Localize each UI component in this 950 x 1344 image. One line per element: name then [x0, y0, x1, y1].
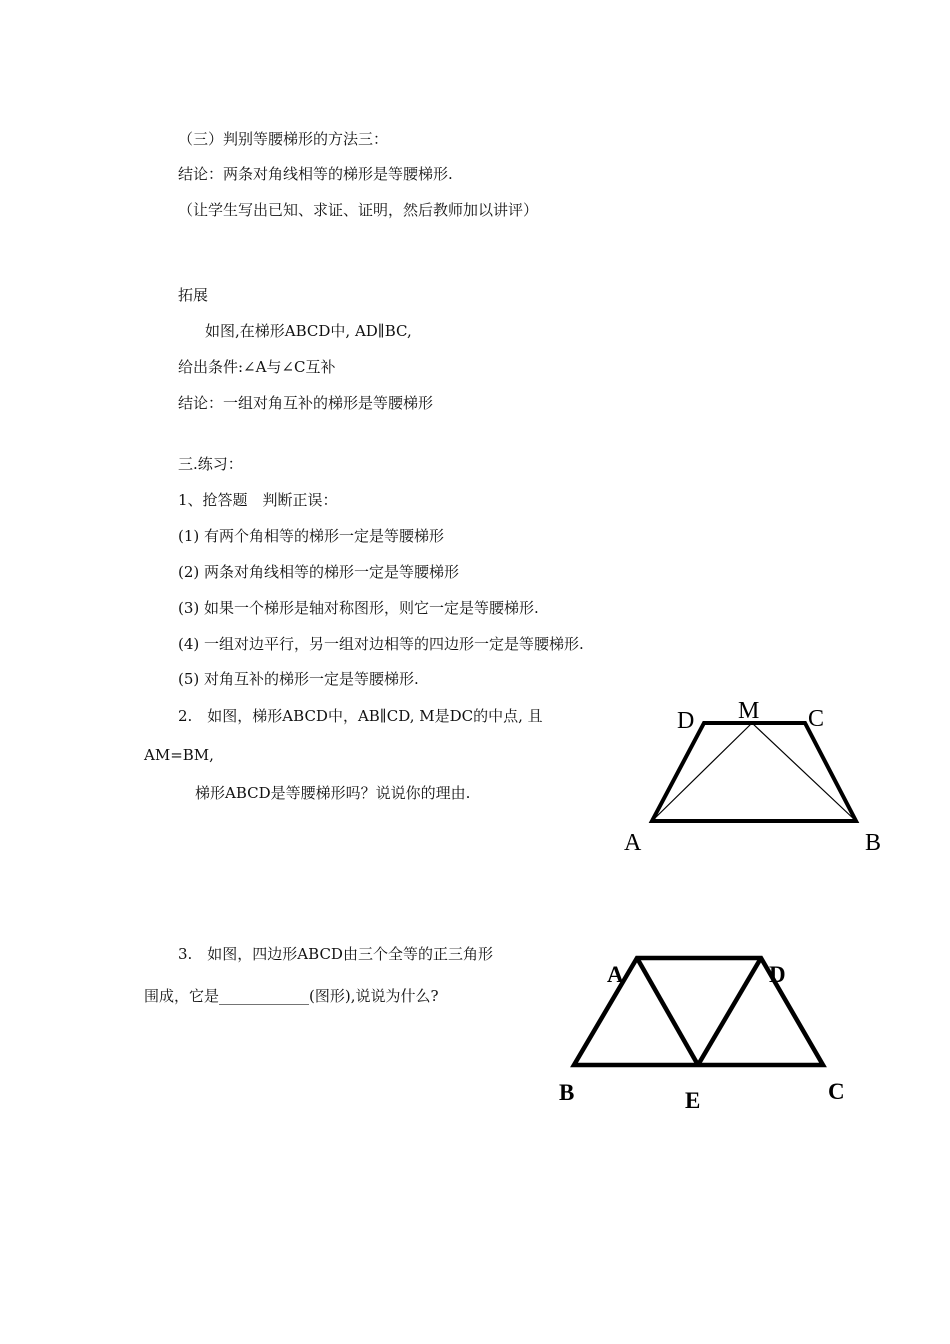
triangle-trapezoid-figure [550, 940, 880, 1120]
extension-conclusion: 结论：一组对角互补的梯形是等腰梯形 [178, 394, 434, 412]
label-b: B [559, 1080, 575, 1105]
label-c: C [808, 706, 825, 732]
extension-line-1: 如图,在梯形ABCD中, AD∥BC, [205, 322, 412, 340]
label-e: E [685, 1088, 701, 1113]
question-1-item: (2) 两条对角线相等的梯形一定是等腰梯形 [178, 563, 460, 581]
question-2-line-1: 2. 如图，梯形ABCD中，AB∥CD, M是DC的中点, 且 [178, 707, 543, 725]
question-2-line-3: 梯形ABCD是等腰梯形吗？说说你的理由. [195, 784, 471, 802]
label-c: C [828, 1079, 845, 1104]
question-1-item: (5) 对角互补的梯形一定是等腰梯形. [178, 670, 419, 688]
label-d: D [677, 708, 695, 734]
question-1-item: (4) 一组对边平行，另一组对边相等的四边形一定是等腰梯形. [178, 635, 584, 653]
question-2-line-2: AM=BM, [144, 746, 214, 764]
segment-ae [637, 958, 698, 1065]
segment-bm [752, 723, 856, 821]
question-1-item: (1) 有两个角相等的梯形一定是等腰梯形 [178, 527, 445, 545]
label-a: A [607, 962, 624, 987]
segment-am [652, 723, 752, 821]
trapezoid-figure [610, 690, 900, 860]
segment-de [698, 958, 761, 1065]
label-m: M [738, 698, 760, 724]
section3-heading: （三）判别等腰梯形的方法三： [178, 130, 389, 148]
question-3-line-2: 围成，它是____________(图形),说说为什么? [144, 987, 439, 1005]
extension-heading: 拓展 [178, 286, 209, 304]
question-1-title: 1、抢答题 判断正误： [178, 491, 338, 509]
question-3-line-1: 3. 如图，四边形ABCD由三个全等的正三角形 [178, 945, 493, 963]
label-b: B [865, 830, 882, 856]
label-d: D [769, 962, 786, 987]
question-1-item: (3) 如果一个梯形是轴对称图形，则它一定是等腰梯形. [178, 599, 539, 617]
trapezoid-outline [652, 723, 856, 821]
extension-line-2: 给出条件:∠A与∠C互补 [178, 358, 336, 376]
practice-heading: 三.练习： [178, 455, 243, 473]
section3-conclusion: 结论：两条对角线相等的梯形是等腰梯形. [178, 165, 453, 183]
section3-note: （让学生写出已知、求证、证明，然后教师加以讲评） [178, 201, 539, 219]
label-a: A [624, 830, 642, 856]
